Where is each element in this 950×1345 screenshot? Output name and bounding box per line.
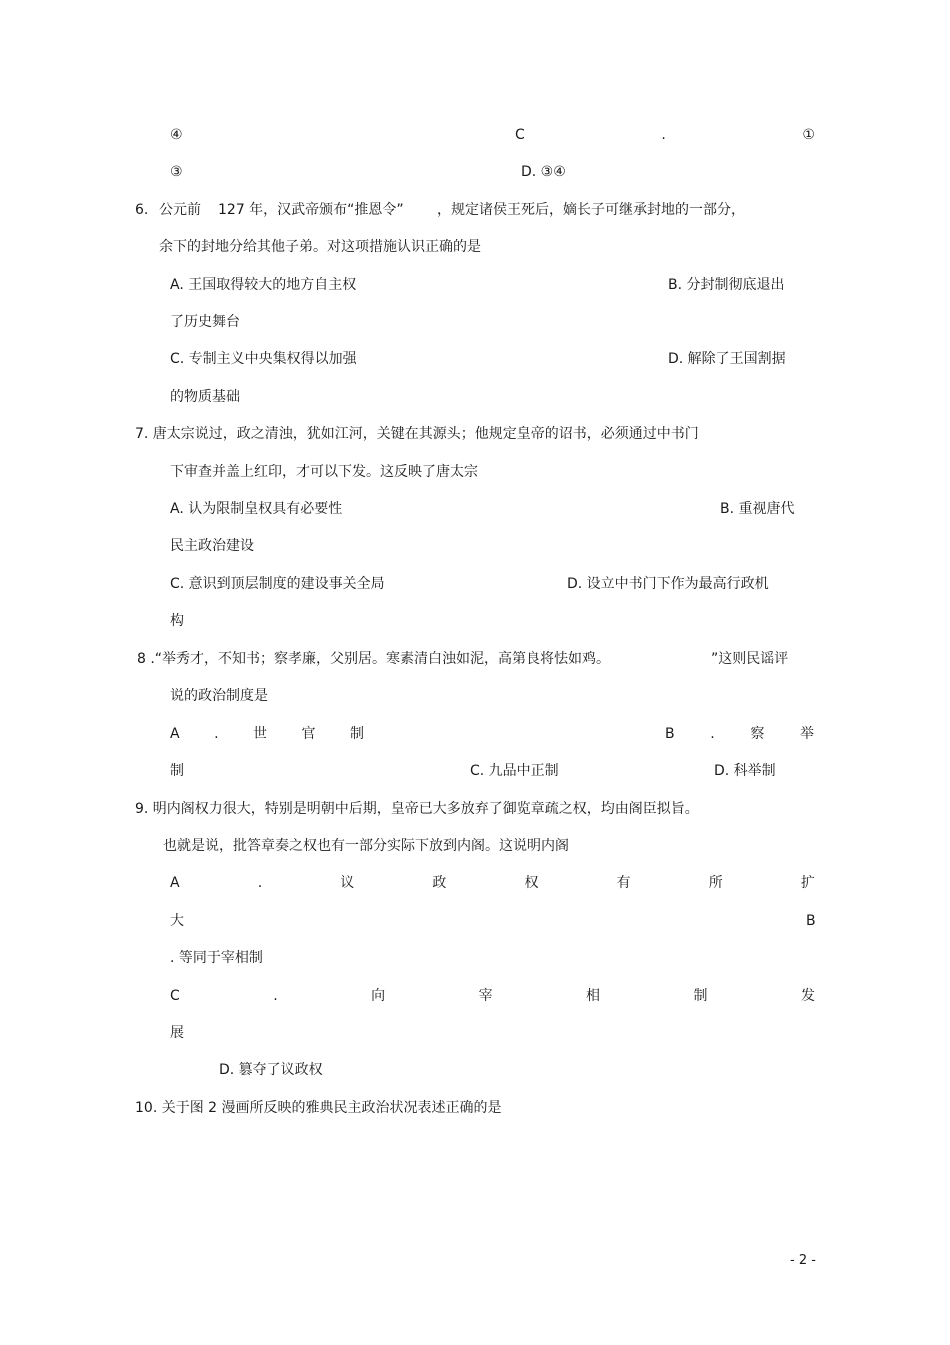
q9-option-a-continued: 大	[170, 913, 184, 929]
q9-option-d: D. 篡夺了议政权	[219, 1062, 323, 1078]
q8-stem-part-b: ”这则民谣评	[711, 651, 789, 667]
q8-option-a-frag: 官	[301, 726, 316, 742]
q7-option-c: C. 意识到顶层制度的建设事关全局	[170, 576, 385, 592]
q8-stem-line-2: 说的政治制度是	[170, 688, 268, 704]
q9-option-b-continued: . 等同于宰相制	[170, 950, 263, 966]
q7-option-b-continued: 民主政治建设	[170, 538, 254, 554]
q5-options-line-2-a: ③	[170, 164, 183, 180]
q6-option-b-continued: 了历史舞台	[170, 314, 240, 330]
q5-option-d: D. ③④	[521, 164, 566, 180]
q9-option-c-frag: 相	[586, 988, 601, 1004]
q9-option-c-frag: C	[170, 988, 180, 1004]
q9-option-a-frag: 所	[708, 875, 723, 891]
q6-stem-part-a: 公元前	[159, 202, 201, 218]
q8-option-b-frag: B	[665, 726, 675, 742]
q9-stem-line-2: 也就是说，批答章奏之权也有一部分实际下放到内阁。这说明内阁	[163, 838, 569, 854]
q8-option-c: C. 九品中正制	[470, 763, 559, 779]
q6-stem-part-c: ，规定诸侯王死后，嫡长子可继承封地的一部分，	[437, 202, 745, 218]
q9-option-a-frag: .	[257, 875, 263, 891]
q9-option-c-frag: 制	[693, 988, 708, 1004]
q8-option-b-frag: .	[710, 726, 715, 742]
q9-option-c-frag: 向	[371, 988, 386, 1004]
q8-option-b	[665, 725, 814, 743]
q8-option-a-frag: .	[214, 726, 219, 742]
q9-option-a-frag: 议	[340, 875, 355, 891]
q8-option-d: D. 科举制	[714, 763, 776, 779]
q6-option-b: B. 分封制彻底退出	[668, 277, 785, 293]
q8-stem-part-a: 8 .“举秀才，不知书；察孝廉，父别居。寒素清白浊如泥，高第良将怯如鸡。	[137, 651, 611, 667]
q6-number: 6.	[135, 202, 149, 218]
q9-stem-line-1: 9. 明内阁权力很大，特别是明朝中后期，皇帝已大多放弃了御览章疏之权，均由阁臣拟旨。	[135, 801, 699, 817]
q9-option-c-frag: .	[273, 988, 278, 1004]
q9-option-b-letter: B	[806, 913, 816, 929]
q9-option-a-frag: A	[170, 875, 180, 891]
q9-option-a-frag: 有	[616, 875, 631, 891]
q5-options-line-1	[170, 126, 815, 144]
q5-opt-frag: ①	[802, 127, 815, 143]
q6-stem-part-b: 127 年，汉武帝颁布“推恩令”	[218, 202, 404, 218]
q9-option-a-frag: 扩	[800, 875, 815, 891]
q9-option-c-frag: 发	[800, 988, 815, 1004]
q5-opt-frag: C	[515, 127, 525, 143]
q8-option-b-frag: 举	[799, 726, 814, 742]
q8-option-a-frag: 世	[253, 726, 267, 742]
q7-stem-line-2: 下审查并盖上红印，才可以下发。这反映了唐太宗	[170, 464, 478, 480]
q8-option-b-frag: 察	[750, 726, 765, 742]
q9-option-a-frag: 政	[432, 875, 447, 891]
q9-option-a	[170, 874, 815, 892]
q5-opt-c-group	[515, 126, 815, 144]
q10-stem: 10. 关于图 2 漫画所反映的雅典民主政治状况表述正确的是	[135, 1100, 502, 1116]
q9-option-c-continued: 展	[170, 1025, 184, 1041]
q8-option-b-continued: 制	[170, 763, 184, 779]
q5-opt-frag: ④	[170, 127, 183, 143]
q6-option-c: C. 专制主义中央集权得以加强	[170, 351, 357, 367]
q6-option-d-continued: 的物质基础	[170, 389, 240, 405]
q7-option-b: B. 重视唐代	[720, 501, 795, 517]
q6-stem-line-2: 余下的封地分给其他子弟。对这项措施认识正确的是	[159, 239, 481, 255]
q6-option-d: D. 解除了王国割据	[668, 351, 786, 367]
q7-option-d: D. 设立中书门下作为最高行政机	[567, 576, 769, 592]
q6-option-a: A. 王国取得较大的地方自主权	[170, 277, 357, 293]
q8-option-a-frag: A	[170, 726, 180, 742]
q7-option-d-continued: 构	[170, 613, 184, 629]
q7-option-a: A. 认为限制皇权具有必要性	[170, 501, 343, 517]
q9-option-c	[170, 987, 815, 1005]
page-number: - 2 -	[790, 1253, 816, 1268]
q9-option-a-frag: 权	[524, 875, 539, 891]
q8-option-a-frag: 制	[349, 726, 364, 742]
q9-option-c-frag: 宰	[478, 988, 493, 1004]
q7-stem-line-1: 7. 唐太宗说过，政之清浊，犹如江河，关键在其源头；他规定皇帝的诏书，必须通过中书门	[135, 426, 699, 442]
q5-opt-frag: .	[661, 127, 666, 143]
q8-option-a	[170, 725, 364, 743]
